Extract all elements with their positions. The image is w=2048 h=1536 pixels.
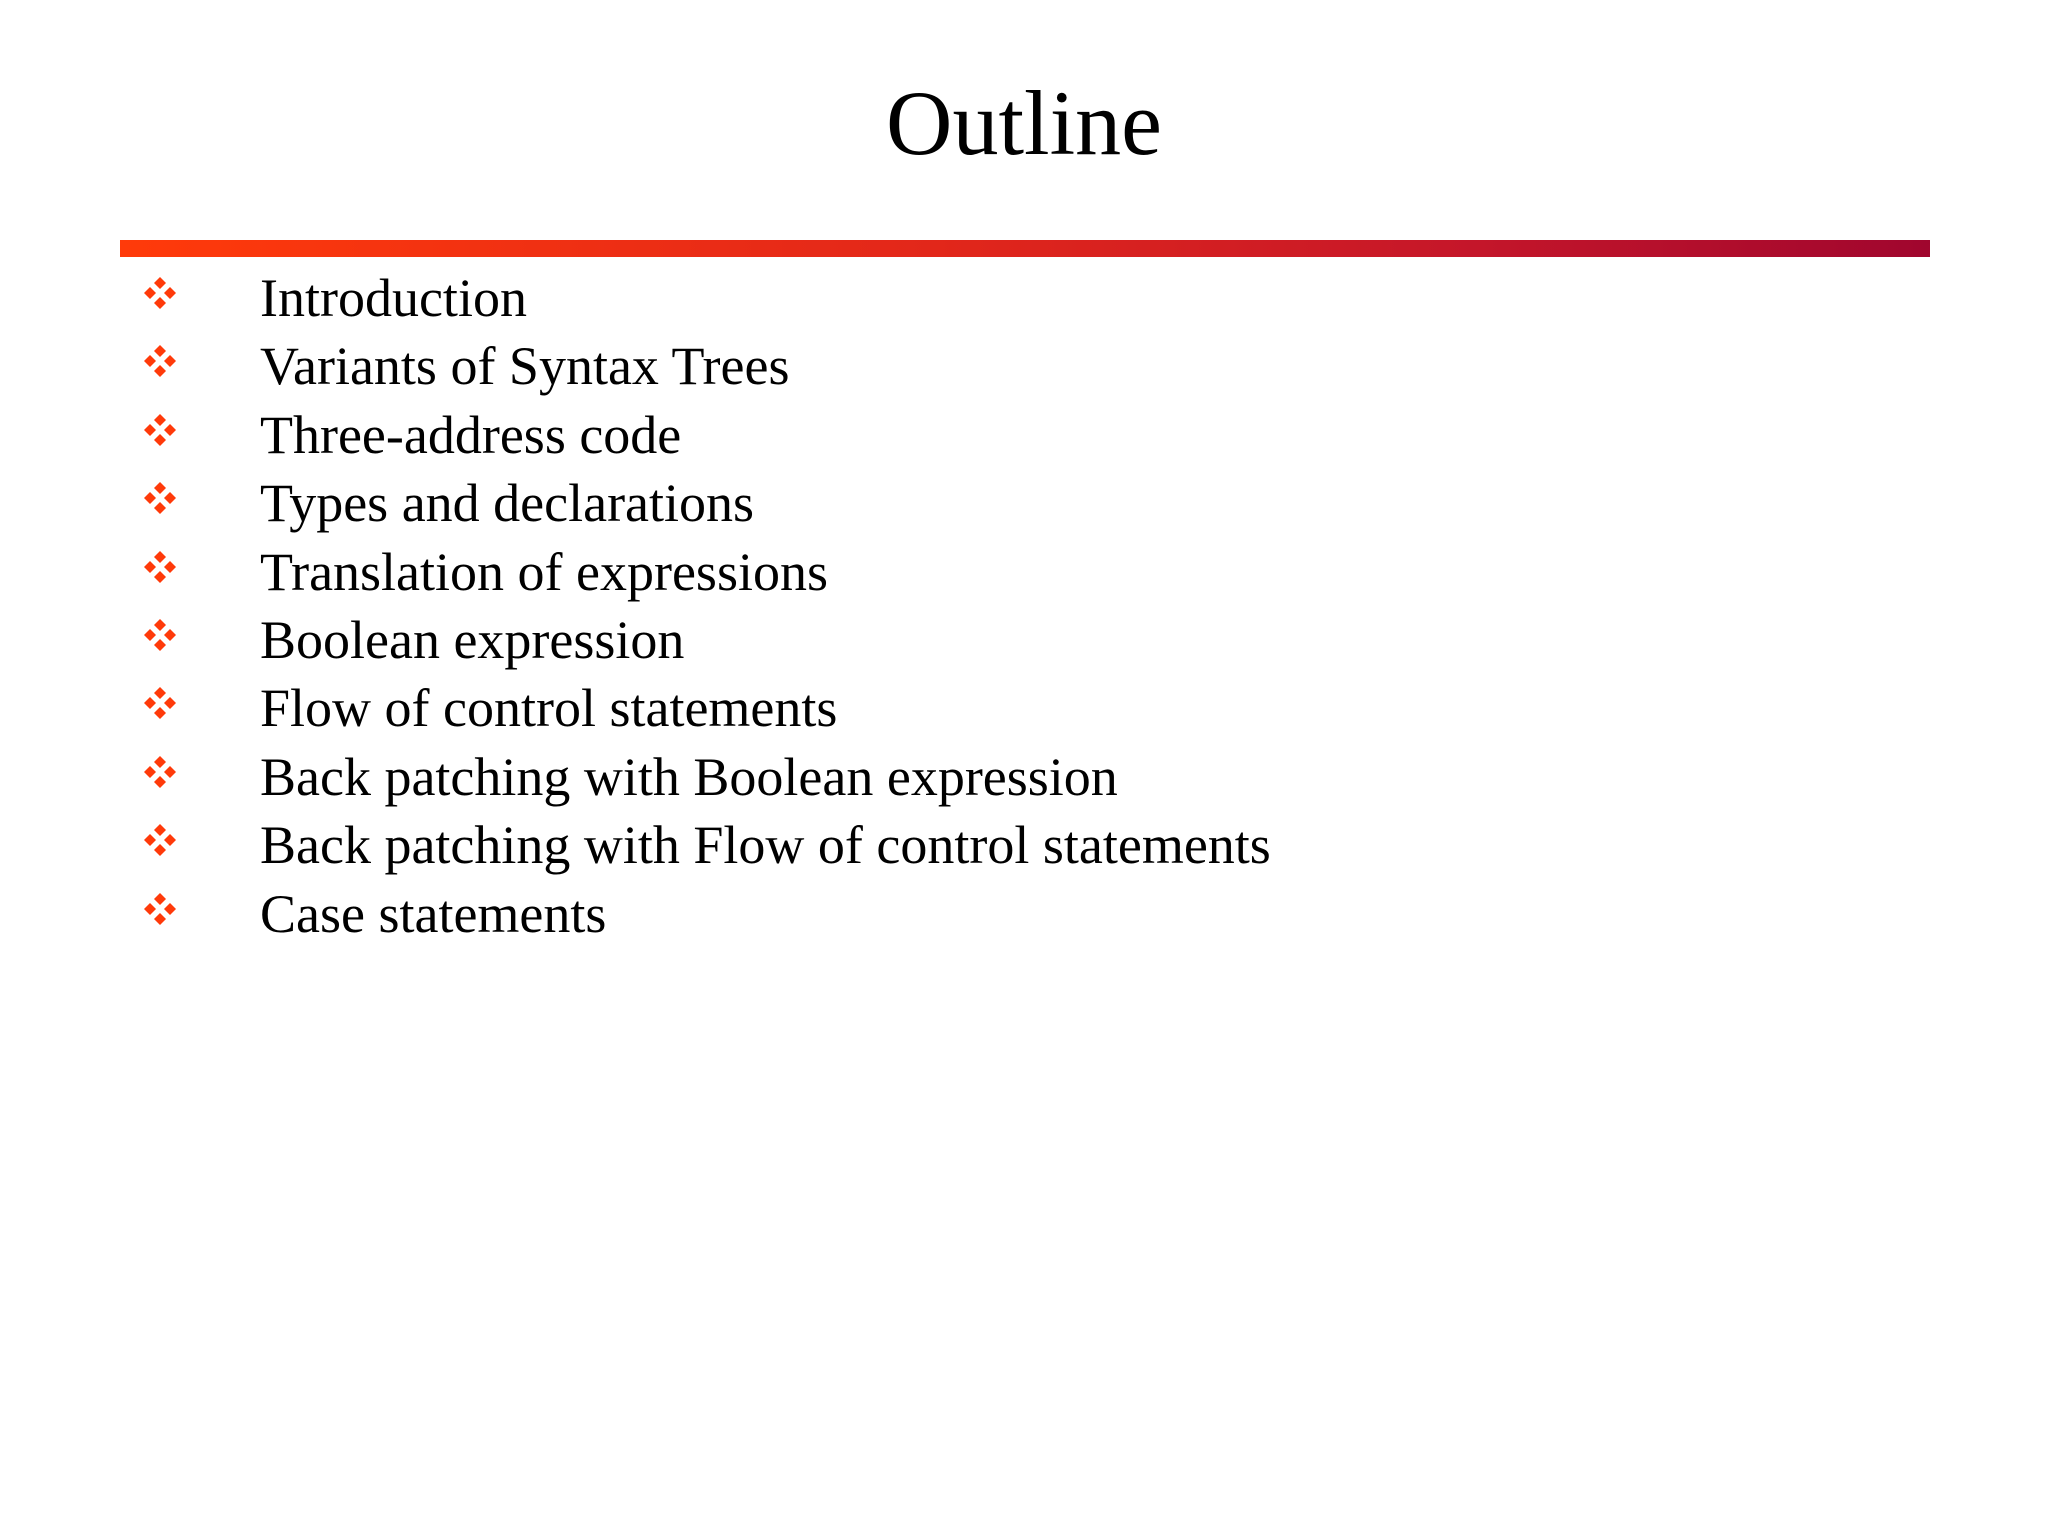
four-diamond-bullet-icon: [143, 618, 177, 652]
list-item-label: Introduction: [260, 268, 527, 328]
outline-list: [0, 266, 2048, 950]
list-item-label: Variants of Syntax Trees: [260, 336, 790, 397]
four-diamond-bullet-icon: [143, 550, 177, 584]
list-item-label: Translation of expressions: [260, 541, 828, 602]
four-diamond-bullet-icon: [143, 755, 177, 789]
list-item: [0, 676, 2048, 744]
list-item-label: Boolean expression: [260, 609, 685, 670]
list-item-label: Types and declarations: [260, 473, 755, 534]
list-item: [0, 266, 2048, 334]
list-item: [0, 403, 2048, 471]
four-diamond-bullet-icon: [143, 892, 177, 926]
list-item-label: Three-address code: [260, 404, 682, 465]
four-diamond-bullet-icon: [143, 481, 177, 515]
list-item: [0, 334, 2048, 402]
list-item-label: Flow of control statements: [260, 678, 838, 739]
title-divider: [120, 240, 1930, 257]
slide-title: Outline: [886, 72, 1162, 174]
four-diamond-bullet-icon: [143, 686, 177, 720]
four-diamond-bullet-icon: [143, 276, 177, 310]
list-item: [0, 471, 2048, 539]
list-item: [0, 608, 2048, 676]
list-item: [0, 813, 2048, 881]
four-diamond-bullet-icon: [143, 413, 177, 447]
four-diamond-bullet-icon: [143, 823, 177, 857]
list-item: [0, 882, 2048, 950]
list-item: [0, 540, 2048, 608]
list-item: [0, 745, 2048, 813]
list-item-label: Back patching with Boolean expression: [260, 746, 1118, 807]
list-item-label: Back patching with Flow of control statements: [260, 815, 1271, 876]
four-diamond-bullet-icon: [143, 344, 177, 378]
list-item-label: Case statements: [260, 883, 607, 944]
